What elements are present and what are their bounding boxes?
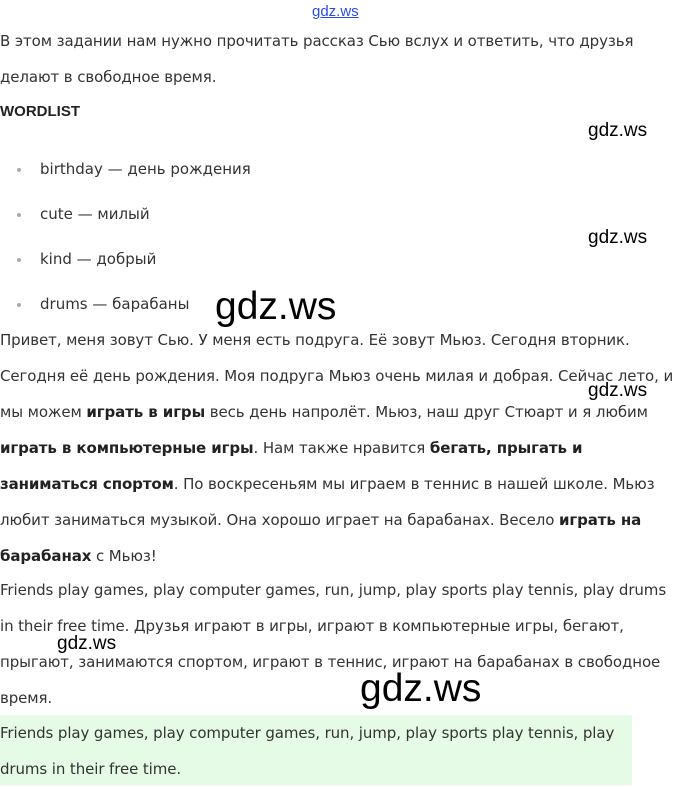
intro-text: В этом задании нам нужно прочитать рассказ Сью вслух и ответить, что друзья делают в свободное время. xyxy=(0,32,634,86)
answer-text: Friends play games, play computer games, run, jump, play sports play tennis, play drums in their free time. xyxy=(0,724,615,778)
wordlist xyxy=(0,151,251,331)
wordlist-item-text: cute — милый xyxy=(40,205,150,223)
bold-phrase: играть в компьютерные игры xyxy=(0,439,254,457)
wordlist-item-text: drums — барабаны xyxy=(40,295,190,313)
wordlist-item-text: birthday — день рождения xyxy=(40,160,251,178)
bullet-icon xyxy=(17,303,21,307)
bullet-icon xyxy=(17,168,21,172)
wordlist-item-text: kind — добрый xyxy=(40,250,157,268)
watermark-center-big: gdz.ws xyxy=(215,285,337,328)
wordlist-item xyxy=(0,196,251,241)
bullet-icon xyxy=(17,213,21,217)
watermark-right-2: gdz.ws xyxy=(588,227,648,248)
story-text: Привет, меня зовут Сью. У меня есть подруга. Её зовут Мьюз. Сегодня вторник. Сегодня её день рождения. Моя подруга Мьюз очень милая и добрая. Сейчас лето, и мы можем играть в игры весь день напролёт. Мьюз, наш друг Стюарт и я любим играть в компьютерные игры. Нам также нравится бегать, прыгать и заниматься спортом. По воскресеньям мы играем в теннис в нашей школе. Мьюз любит заниматься музыкой. Она хорошо играет на барабанах. Весело играть на барабанах с Мьюз! xyxy=(0,331,674,565)
wordlist-item xyxy=(0,151,251,196)
answer-box xyxy=(0,715,632,785)
bold-phrase: играть в игры xyxy=(86,403,206,421)
wordlist-heading: WORDLIST xyxy=(0,103,80,120)
bullet-icon xyxy=(17,258,21,262)
watermark-mid-right: gdz.ws xyxy=(588,380,648,401)
watermark-top[interactable]: gdz.ws xyxy=(312,3,359,20)
watermark-bottom-big: gdz.ws xyxy=(360,667,482,710)
watermark-left-small: gdz.ws xyxy=(57,633,117,654)
explanation-text: Friends play games, play computer games, run, jump, play sports play tennis, play drums in their free time. Друзья играют в игры, играют в компьютерные игры, бегают, прыгают, занимаются спортом, играют в теннис, играют на барабанах в свободное время. xyxy=(0,581,667,707)
wordlist-item xyxy=(0,241,251,286)
bold-phrase: играть на барабанах xyxy=(0,511,642,565)
bold-phrase: бегать, прыгать и заниматься спортом xyxy=(0,439,583,493)
watermark-right-1: gdz.ws xyxy=(588,120,648,141)
